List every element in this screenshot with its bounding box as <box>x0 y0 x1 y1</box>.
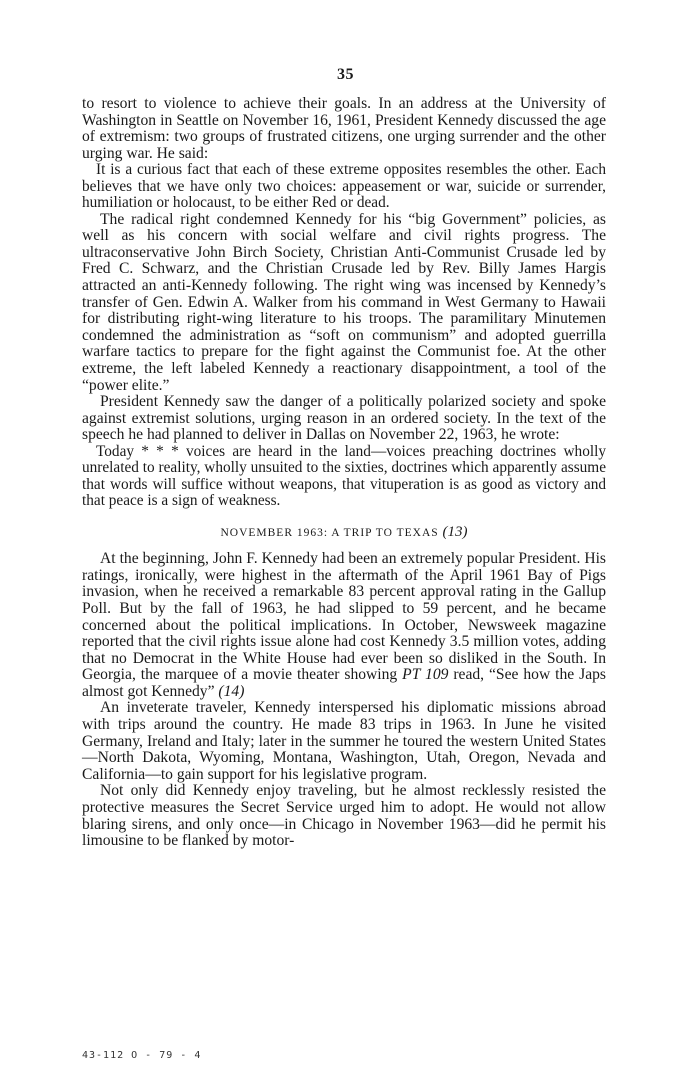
paragraph-popularity <box>82 551 606 700</box>
paragraph-traveler: An inveterate traveler, Kennedy interspersed his diplomatic missions abroad with trips around the country. He made 83 trips in 1963. In June he visited Germany, Ireland and Italy; later in the summer he toured the western United States—North Dakota, Wyoming, Montana, Washington, Utah, Oregon, Nevada and California—to gain support for his legislative program. <box>82 699 606 783</box>
paragraph-secret-service: Not only did Kennedy enjoy traveling, but he almost recklessly resisted the protective measures the Secret Service urged him to adopt. He would not allow blaring sirens, and only once—in Chicago in November 1963—did he permit his limousine to be flanked by motor- <box>82 782 606 850</box>
footer-print-code: 43-112 O - 79 - 4 <box>82 1050 202 1061</box>
section-heading-title: NOVEMBER 1963: A TRIP TO TEXAS <box>220 526 439 539</box>
page-number: 35 <box>337 66 354 83</box>
film-title: PT 109 <box>402 666 449 684</box>
paragraph-polarized-society: President Kennedy saw the danger of a politically polarized society and spoke against extremist solutions, urging reason in an ordered society. In the text of the speech he had planned to deliver in Dallas on November 22, 1963, he wrote: <box>82 393 606 444</box>
paragraph-popularity-quote: read, “See how the Japs almost got Kennedy” <box>82 666 606 700</box>
section-heading-reference: (13) <box>442 523 468 540</box>
section-heading <box>82 524 606 542</box>
paragraph-popularity-text: At the beginning, John F. Kennedy had been an extremely popular President. His ratings, ironically, were highest in the aftermath of the April 1961 Bay of Pigs invasion, when he received a remarkable 83 percent approval rating in the Gallup Poll. But by the fall of 1963, he had slipped to 59 percent, and he became concerned about the political implications. In October, Newsweek magazine reported that the civil rights issue alone had cost Kennedy 3.5 million votes, adding that no Democrat in the White House had ever been so disliked in the South. In Georgia, the marquee of a movie theater showing <box>82 550 606 684</box>
paragraph-radical-right: The radical right condemned Kennedy for his “big Government” policies, as well as his concern with social welfare and civil rights progress. The ultraconservative John Birch Society, Christian Anti-Communist Crusade led by Fred C. Schwarz, and the Christian Crusade led by Rev. Billy James Hargis attracted an anti-Kennedy following. The right wing was incensed by Kennedy’s transfer of Gen. Edwin A. Walker from his command in West Germany to Hawaii for distributing right-wing literature to his troops. The paramilitary Minutemen condemned the administration as “soft on communism” and adopted guerrilla warfare tactics to prepare for the fight against the Communist foe. At the other extreme, the left labeled Kennedy a reactionary disappointment, a tool of the “power elite.” <box>82 210 606 394</box>
paragraph-continuation: to resort to violence to achieve their goals. In an address at the University of Washington in Seattle on November 16, 1961, President Kennedy discussed the age of extremism: two groups of frustrated citizens, one urging surrender and the other urging war. He said: <box>82 95 606 162</box>
footnote-reference: (14) <box>218 682 245 700</box>
block-quote-seattle: It is a curious fact that each of these extreme opposites resembles the other. Each believes that we have only two choices: appeasement or war, suicide or surrender, humiliation or holocaust, to be either Red or dead. <box>82 161 606 212</box>
body-text <box>82 96 606 850</box>
block-quote-dallas: Today * * * voices are heard in the land—voices preaching doctrines wholly unrelated to reality, wholly unsuited to the sixties, doctrines which apparently assume that words will suffice without weapons, that vituperation is as good as victory and that peace is a sign of weakness. <box>82 442 606 510</box>
